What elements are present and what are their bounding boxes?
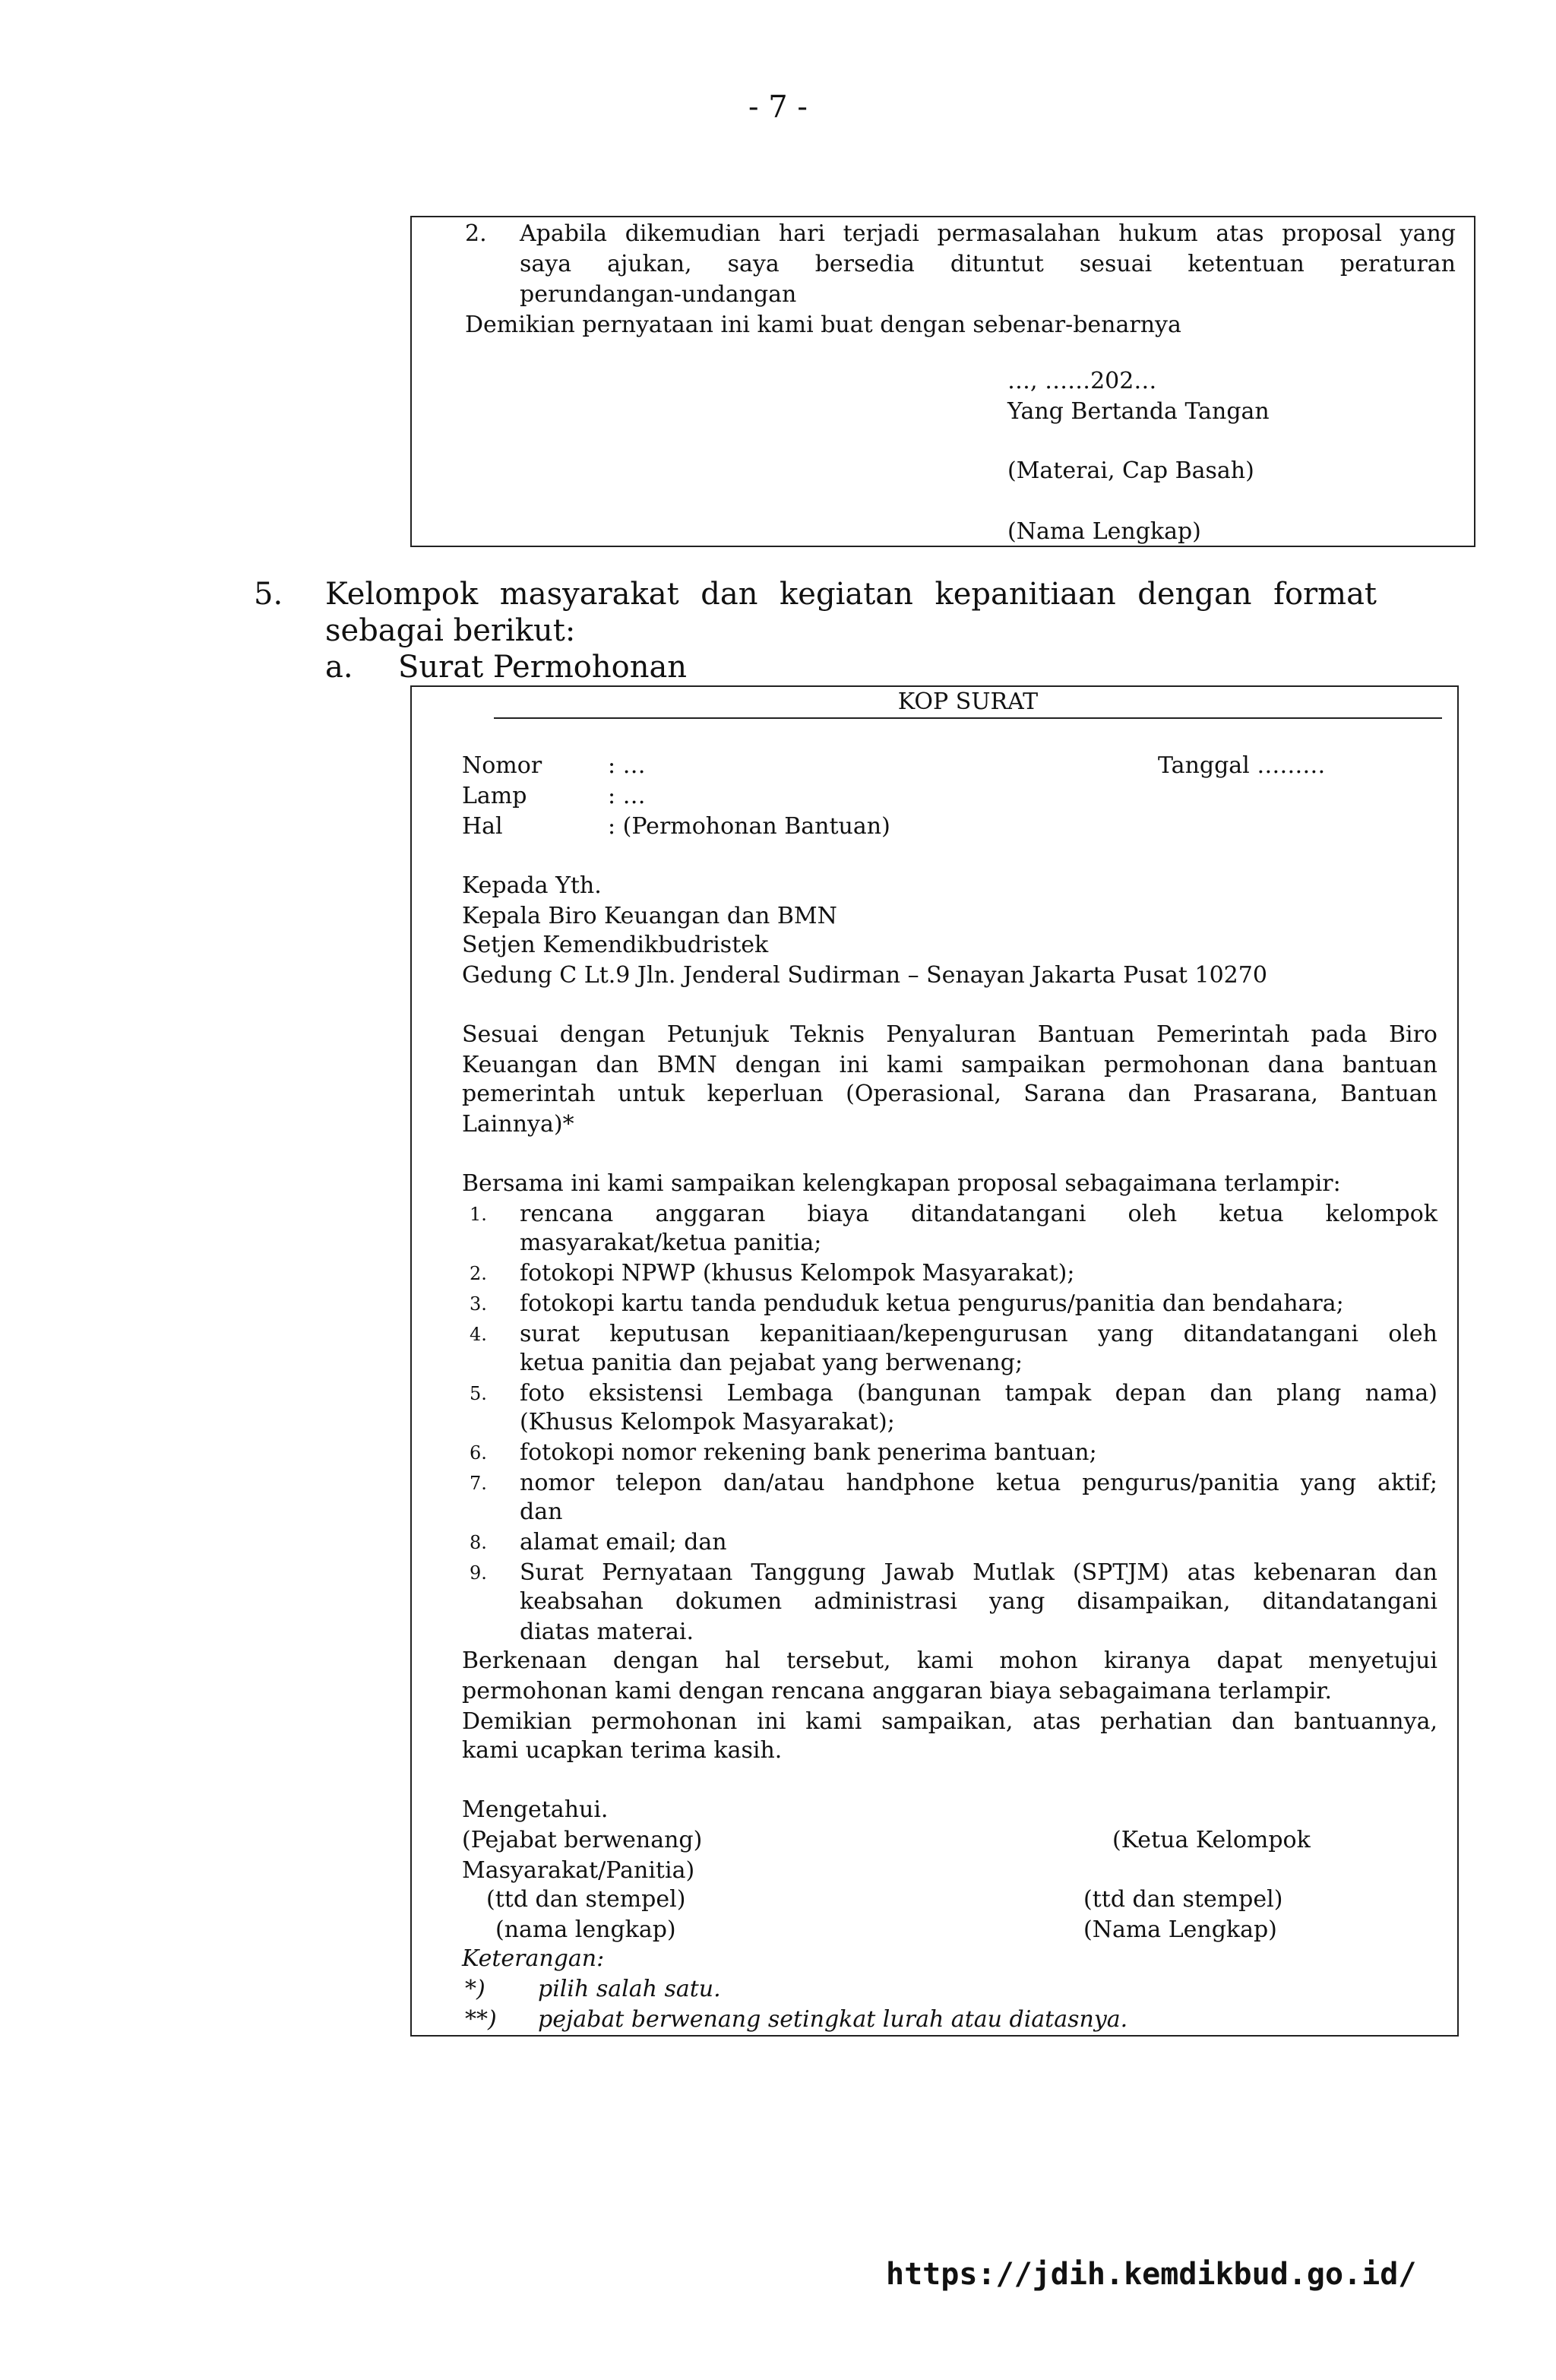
list-number: 4. xyxy=(470,1324,487,1345)
list-number: 9. xyxy=(470,1562,487,1584)
request-paragraph-line: pemerintah untuk keperluan (Operasional, Sarana dan Prasarana, Bantuan xyxy=(462,1081,1437,1107)
statement-name: (Nama Lengkap) xyxy=(1007,518,1201,545)
lamp-value: : … xyxy=(608,783,646,809)
request-paragraph-line: Lainnya)* xyxy=(462,1111,574,1138)
statement-date: …, ……202… xyxy=(1007,368,1157,394)
note-mark: *) xyxy=(465,1976,485,2002)
statement-stamp: (Materai, Cap Basah) xyxy=(1007,457,1254,484)
list-item-line: keabsahan dokumen administrasi yang disampaikan, ditandatangani xyxy=(520,1588,1437,1615)
nomor-value: : … xyxy=(608,752,646,779)
list-number: 8. xyxy=(470,1532,487,1553)
section-title-line: Kelompok masyarakat dan kegiatan kepanitiaan dengan format xyxy=(325,577,1377,612)
list-item-line: fotokopi NPWP (khusus Kelompok Masyarakat); xyxy=(520,1260,1075,1287)
footer-url-link[interactable]: https://jdih.kemdikbud.go.id/ xyxy=(886,2257,1417,2292)
closing-paragraph-line: Demikian permohonan ini kami sampaikan, atas perhatian dan bantuannya, xyxy=(462,1708,1437,1735)
address-line: Gedung C Lt.9 Jln. Jenderal Sudirman – Senayan Jakarta Pusat 10270 xyxy=(462,962,1267,989)
statement-signer: Yang Bertanda Tangan xyxy=(1007,398,1270,425)
section-number: 5. xyxy=(254,577,283,612)
note-mark: **) xyxy=(465,2006,497,2033)
list-number: 6. xyxy=(470,1442,487,1464)
statement-item-line: Apabila dikemudian hari terjadi permasalahan hukum atas proposal yang xyxy=(520,220,1456,247)
kop-divider xyxy=(494,717,1442,719)
nomor-label: Nomor xyxy=(462,752,542,779)
notes-title: Keterangan: xyxy=(462,1945,605,1972)
lamp-label: Lamp xyxy=(462,783,527,809)
hal-label: Hal xyxy=(462,813,503,840)
list-item-line: alamat email; dan xyxy=(520,1529,727,1556)
list-number: 3. xyxy=(470,1293,487,1315)
request-paragraph-line: Sesuai dengan Petunjuk Teknis Penyaluran Bantuan Pemerintah pada Biro xyxy=(462,1021,1437,1048)
address-line: Kepada Yth. xyxy=(462,872,602,899)
subsection-letter: a. xyxy=(325,650,353,685)
statement-item-line: perundangan-undangan xyxy=(520,281,797,308)
left-signature-title: (Pejabat berwenang) xyxy=(462,1827,703,1853)
hal-value: : (Permohonan Bantuan) xyxy=(608,813,890,840)
note-text: pilih salah satu. xyxy=(538,1976,721,2002)
list-intro: Bersama ini kami sampaikan kelengkapan proposal sebagaimana terlampir: xyxy=(462,1170,1341,1197)
statement-closing: Demikian pernyataan ini kami buat dengan sebenar-benarnya xyxy=(465,312,1181,338)
list-number: 2. xyxy=(470,1263,487,1284)
list-item-line: surat keputusan kepanitiaan/kepengurusan yang ditandatangani oleh xyxy=(520,1321,1437,1347)
list-item-line: fotokopi kartu tanda penduduk ketua pengurus/panitia dan bendahara; xyxy=(520,1290,1344,1317)
right-signature-title: (Ketua Kelompok xyxy=(1112,1827,1311,1853)
list-item-line: nomor telepon dan/atau handphone ketua pengurus/panitia yang aktif; xyxy=(520,1470,1437,1496)
statement-item-line: saya ajukan, saya bersedia dituntut sesuai ketentuan peraturan xyxy=(520,251,1456,277)
note-text: pejabat berwenang setingkat lurah atau diatasnya. xyxy=(538,2006,1128,2033)
right-signature-name: (Nama Lengkap) xyxy=(1083,1916,1277,1943)
list-item-line: masyarakat/ketua panitia; xyxy=(520,1230,822,1256)
tanggal-field: Tanggal ……… xyxy=(1158,752,1326,779)
left-signature-name: (nama lengkap) xyxy=(495,1916,676,1943)
left-signature-title-cont: Masyarakat/Panitia) xyxy=(462,1857,695,1884)
list-number: 5. xyxy=(470,1383,487,1404)
left-signature-stamp: (ttd dan stempel) xyxy=(486,1886,686,1913)
mengetahui-label: Mengetahui. xyxy=(462,1796,609,1823)
list-item-line: fotokopi nomor rekening bank penerima bantuan; xyxy=(520,1439,1097,1466)
list-item-line: Surat Pernyataan Tanggung Jawab Mutlak (SPTJM) atas kebenaran dan xyxy=(520,1559,1437,1586)
section-title-line: sebagai berikut: xyxy=(325,613,576,648)
closing-paragraph-line: permohonan kami dengan rencana anggaran biaya sebagaimana terlampir. xyxy=(462,1678,1333,1704)
kop-surat-heading: KOP SURAT xyxy=(897,688,1039,715)
address-line: Kepala Biro Keuangan dan BMN xyxy=(462,903,837,929)
list-item-line: diatas materai. xyxy=(520,1619,694,1645)
right-signature-stamp: (ttd dan stempel) xyxy=(1083,1886,1283,1913)
list-item-line: foto eksistensi Lembaga (bangunan tampak depan dan plang nama) xyxy=(520,1380,1437,1407)
list-number: 1. xyxy=(470,1204,487,1225)
list-item-line: (Khusus Kelompok Masyarakat); xyxy=(520,1409,895,1435)
list-item-line: rencana anggaran biaya ditandatangani oleh ketua kelompok xyxy=(520,1201,1437,1227)
list-item-line: ketua panitia dan pejabat yang berwenang; xyxy=(520,1350,1023,1376)
address-line: Setjen Kemendikbudristek xyxy=(462,932,769,958)
list-number: 7. xyxy=(470,1473,487,1494)
closing-paragraph-line: Berkenaan dengan hal tersebut, kami mohon kiranya dapat menyetujui xyxy=(462,1647,1437,1674)
request-paragraph-line: Keuangan dan BMN dengan ini kami sampaikan permohonan dana bantuan xyxy=(462,1052,1437,1078)
page-number: - 7 - xyxy=(748,90,808,125)
statement-item-number: 2. xyxy=(465,220,487,247)
closing-paragraph-line: kami ucapkan terima kasih. xyxy=(462,1737,783,1764)
subsection-title: Surat Permohonan xyxy=(398,650,688,685)
list-item-line: dan xyxy=(520,1499,563,1525)
